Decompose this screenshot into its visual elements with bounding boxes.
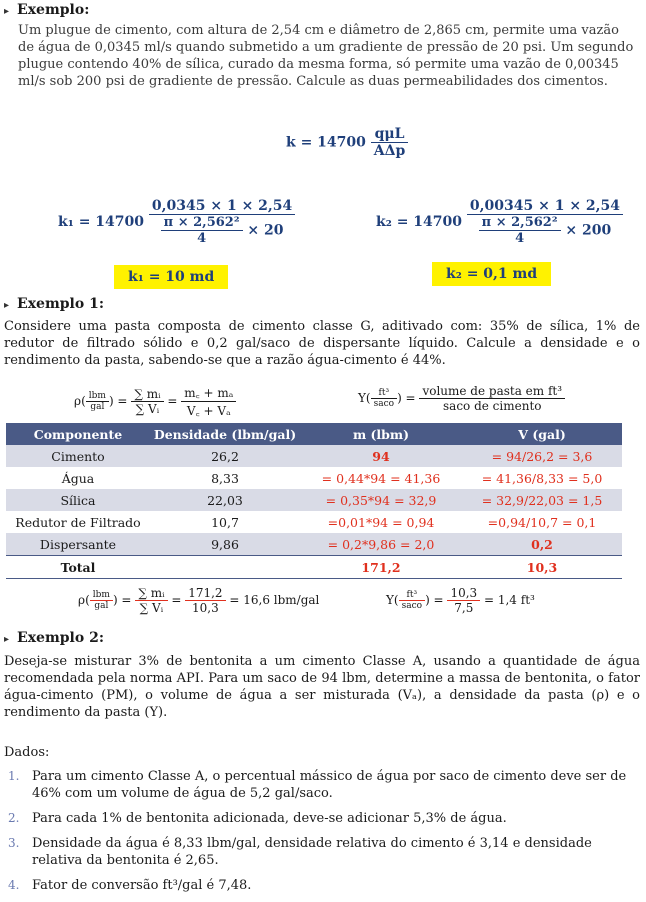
cell: = 32,9/22,03 = 1,5	[462, 489, 622, 511]
cell: = 0,2*9,86 = 2,0	[300, 533, 462, 556]
rho-result: ρ( $\frac{\text{lbm}}{\text{gal}}$ ) = $\frac{\text{∑ mᵢ}}{\text{∑ Vᵢ}}$ = $\frac{171,2}{10,3}$ = 16,6 lbm/gal	[78, 586, 320, 615]
exemplo-heading: ▸ Exemplo:	[4, 2, 90, 18]
exemplo-text: Um plugue de cimento, com altura de 2,54 cm e diâmetro de 2,865 cm, permite uma vazão de água de 0,0345 ml/s quando submetido a um gradiente de pressão de 20 psi. Um segundo plugue contendo 40% de sílica, curado da mesma forma, só permite uma vazão de 0,00345 ml/s sob 200 psi de gradiente de pressão. Calcule as duas permeabilidades dos cimentos.	[18, 23, 634, 89]
cell: =0,94/10,7 = 0,1	[462, 511, 622, 533]
table-header-row	[6, 423, 622, 445]
formula-k: k = 14700 $\frac{\text{qμL}}{\text{AΔp}}$	[286, 126, 408, 159]
cell	[150, 556, 300, 579]
triangle-bullet-icon: ▸	[4, 634, 10, 645]
cell: 171,2	[300, 556, 462, 579]
cell: 9,86	[150, 533, 300, 556]
cell: 94	[300, 445, 462, 467]
dados-label: Dados:	[4, 745, 50, 760]
k2-result: k₂ = 0,1 md	[432, 262, 551, 286]
cell: 8,33	[150, 467, 300, 489]
dados-list	[4, 768, 634, 902]
cell: =0,01*94 = 0,94	[300, 511, 462, 533]
table-row	[6, 489, 622, 511]
cell: 26,2	[150, 445, 300, 467]
formula-k2: k₂ = 14700 0,00345 × 1 × 2,54 $\frac{\text{π × 2,562²}}{4}$ × 200	[376, 198, 623, 246]
cell: 10,3	[462, 556, 622, 579]
exemplo1-text: Considere uma pasta composta de cimento classe G, aditivado com: 35% de sílica, 1% de redutor de filtrado sólido e 0,2 gal/saco de dispersante líquido. Calcule a densidade e o rendimento da pasta, sabendo-se que a razão água-cimento é 44%.	[4, 319, 640, 368]
cell: = 94/26,2 = 3,6	[462, 445, 622, 467]
cell: Total	[6, 556, 150, 579]
cell: 0,2	[462, 533, 622, 556]
table-total-row	[6, 556, 622, 579]
rho-formula: ρ( $\frac{\text{lbm}}{\text{gal}}$ ) = $\frac{\text{∑ mᵢ}}{\text{∑ Vᵢ}}$ = $\frac{\text{m꜀ + mₐ}}{\text{V꜀ + Vₐ}}$	[74, 384, 236, 419]
cell: Água	[6, 467, 150, 489]
cell: Dispersante	[6, 533, 150, 556]
cell: Sílica	[6, 489, 150, 511]
cell: = 0,44*94 = 41,36	[300, 467, 462, 489]
cell: = 41,36/8,33 = 5,0	[462, 467, 622, 489]
col-header: V (gal)	[462, 423, 622, 445]
exemplo1-heading: ▸ Exemplo 1:	[4, 296, 104, 312]
list-item: 1. Para um cimento Classe A, o percentual mássico de água por saco de cimento deve ser de 46% com um volume de água de 5,2 gal/saco.	[8, 769, 627, 801]
y-formula: Y( $\frac{\text{ft³}}{\text{saco}}$ ) = $\frac{\text{volume de pasta em ft³}}{\text{saco de cimento}}$	[358, 384, 565, 413]
table-row	[6, 467, 622, 489]
y-result: Y( $\frac{\text{ft³}}{\text{saco}}$ ) = $\frac{10,3}{7,5}$ = 1,4 ft³	[386, 586, 535, 615]
list-item: 3. Densidade da água é 8,33 lbm/gal, densidade relativa do cimento é 3,14 e densidade relativa da bentonita é 2,65.	[8, 836, 592, 868]
cell: 10,7	[150, 511, 300, 533]
list-item: 2. Para cada 1% de bentonita adicionada, deve-se adicionar 5,3% de água.	[8, 811, 507, 826]
exemplo2-heading: ▸ Exemplo 2:	[4, 630, 104, 646]
col-header: Densidade (lbm/gal)	[150, 423, 300, 445]
cement-table	[6, 423, 622, 579]
cell: Cimento	[6, 445, 150, 467]
k1-result: k₁ = 10 md	[114, 265, 228, 289]
table-row	[6, 533, 622, 556]
triangle-bullet-icon: ▸	[4, 6, 10, 17]
table-row	[6, 511, 622, 533]
cell: Redutor de Filtrado	[6, 511, 150, 533]
col-header: m (lbm)	[300, 423, 462, 445]
exemplo2-text: Deseja-se misturar 3% de bentonita a um cimento Classe A, usando a quantidade de água recomendada pela norma API. Para um saco de 94 lbm, determine a massa de bentonita, o fator água-cimento (PM), o volume de água a ser misturada (Vₐ), a densidade da pasta (ρ) e o rendimento da pasta (Y).	[4, 654, 640, 720]
cell: = 0,35*94 = 32,9	[300, 489, 462, 511]
table-row	[6, 445, 622, 467]
list-item: 4. Fator de conversão ft³/gal é 7,48.	[8, 878, 252, 893]
formula-k1: k₁ = 14700 0,0345 × 1 × 2,54 $\frac{\text{π × 2,562²}}{4}$ × 20	[58, 198, 295, 246]
col-header: Componente	[6, 423, 150, 445]
triangle-bullet-icon: ▸	[4, 300, 10, 311]
cell: 22,03	[150, 489, 300, 511]
